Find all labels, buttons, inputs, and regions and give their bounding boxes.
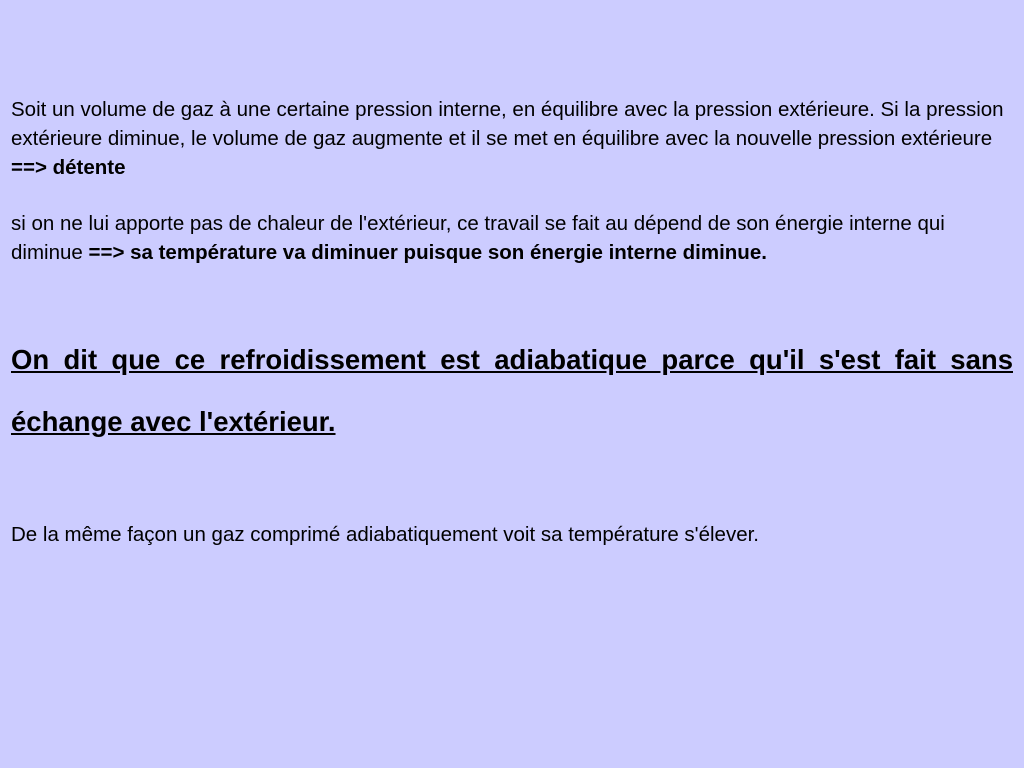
paragraph-detente bbox=[11, 95, 1013, 182]
paragraph-internal-energy-text: si on ne lui apporte pas de chaleur de l'extérieur, ce travail se fait au dépend de son énergie interne qui diminue bbox=[11, 212, 945, 264]
paragraph-detente-text: Soit un volume de gaz à une certaine pression interne, en équilibre avec la pression extérieure. Si la pression extérieure diminue, le volume de gaz augmente et il se met en équilibre avec la nouvelle pression extérieure bbox=[11, 98, 1004, 150]
paragraph-detente-emphasis: ==> détente bbox=[11, 156, 126, 179]
paragraph-internal-energy-emphasis: ==> sa température va diminuer puisque son énergie interne diminue. bbox=[88, 241, 767, 264]
paragraph-internal-energy bbox=[11, 209, 1013, 267]
paragraph-compression: De la même façon un gaz comprimé adiabatiquement voit sa température s'élever. bbox=[11, 523, 759, 546]
adiabatic-statement: On dit que ce refroidissement est adiabatique parce qu'il s'est fait sans échange avec l'extérieur. bbox=[11, 344, 1013, 437]
